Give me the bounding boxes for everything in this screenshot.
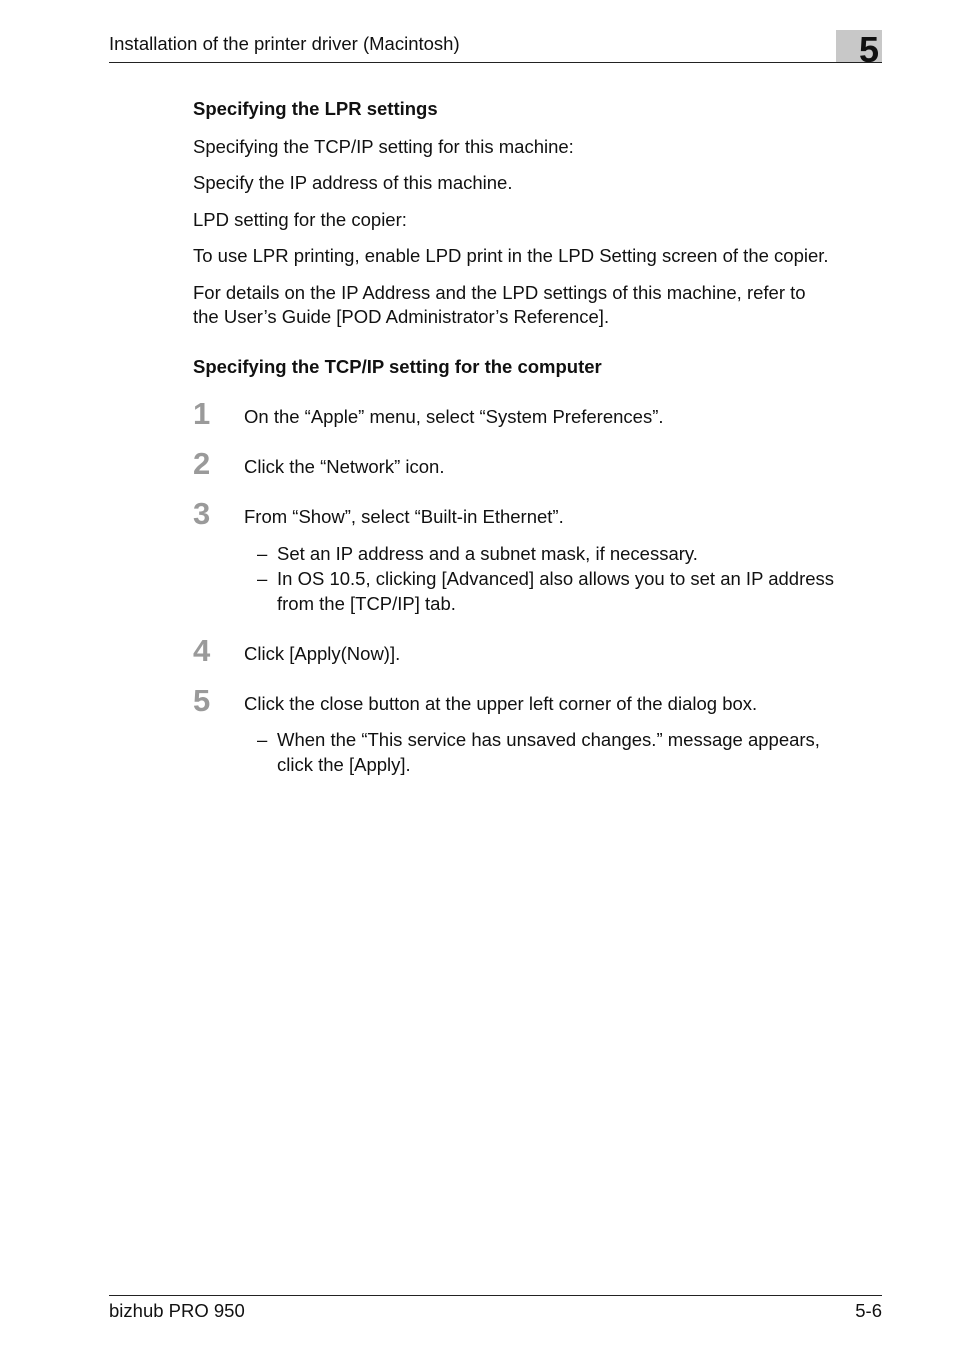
- step-number: 2: [193, 446, 211, 481]
- paragraph: To use LPR printing, enable LPD print in the LPD Setting screen of the copier.: [193, 245, 829, 266]
- paragraph: the User’s Guide [POD Administrator’s Reference].: [193, 306, 610, 327]
- chapter-number: 5: [858, 29, 879, 70]
- step-text: Click the close button at the upper left corner of the dialog box.: [244, 693, 758, 714]
- step-number: 4: [193, 633, 211, 668]
- step-number: 5: [193, 683, 211, 718]
- section-heading-tcpip: Specifying the TCP/IP setting for the computer: [193, 356, 602, 377]
- step-text: Click the “Network” icon.: [244, 456, 445, 477]
- paragraph: Specify the IP address of this machine.: [193, 172, 513, 193]
- step-text: Click [Apply(Now)].: [244, 643, 401, 664]
- paragraph: Specifying the TCP/IP setting for this machine:: [193, 136, 574, 157]
- running-header-title: Installation of the printer driver (Macintosh): [109, 33, 460, 54]
- step-text: On the “Apple” menu, select “System Preferences”.: [244, 406, 664, 427]
- step-number: 3: [193, 496, 211, 531]
- bullet-text: Set an IP address and a subnet mask, if necessary.: [277, 543, 698, 564]
- paragraph: For details on the IP Address and the LPD settings of this machine, refer to: [193, 282, 806, 303]
- bullet-text: click the [Apply].: [277, 754, 411, 775]
- paragraph: LPD setting for the copier:: [193, 209, 407, 230]
- section-heading-lpr: Specifying the LPR settings: [193, 98, 438, 119]
- bullet-text: In OS 10.5, clicking [Advanced] also allows you to set an IP address: [277, 568, 835, 589]
- step-text: From “Show”, select “Built-in Ethernet”.: [244, 506, 564, 527]
- footer-product-name: bizhub PRO 950: [109, 1300, 245, 1321]
- footer-rule: [109, 1295, 882, 1296]
- chapter-tab: [836, 29, 882, 70]
- footer-page-number: 5-6: [855, 1300, 882, 1321]
- bullet-text: When the “This service has unsaved changes.” message appears,: [277, 729, 820, 750]
- bullet-dash: –: [257, 568, 268, 589]
- step-number: 1: [193, 396, 211, 431]
- bullet-dash: –: [257, 729, 268, 750]
- header-rule: [109, 62, 882, 63]
- bullet-text: from the [TCP/IP] tab.: [277, 593, 456, 614]
- bullet-dash: –: [257, 543, 268, 564]
